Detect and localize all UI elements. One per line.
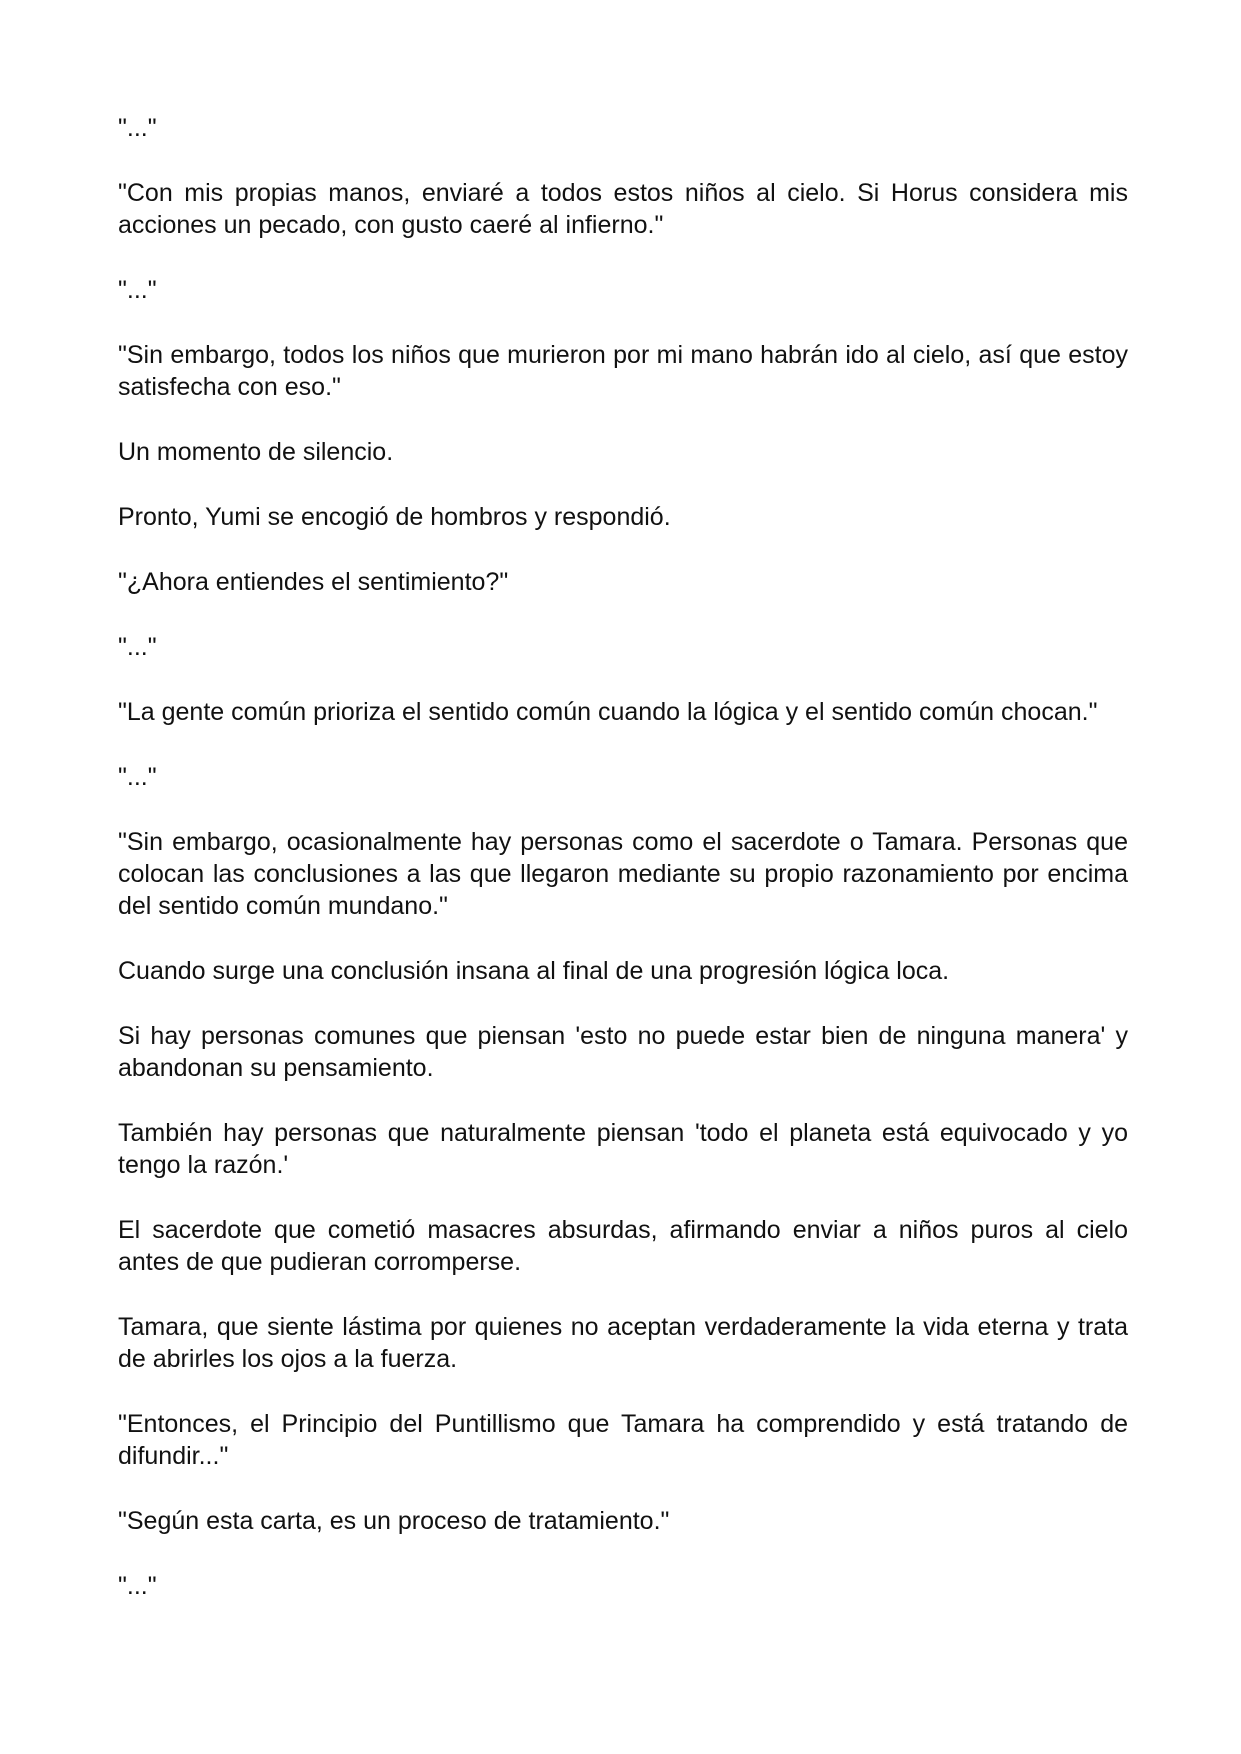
paragraph: "¿Ahora entiendes el sentimiento?" xyxy=(118,568,509,596)
paragraph: Tamara, que siente lástima por quienes no aceptan verdaderamente la vida eterna y trata de abrirles los ojos a la fuerza. xyxy=(118,1313,1128,1373)
document-page xyxy=(118,112,1128,1635)
paragraph: "Sin embargo, todos los niños que murieron por mi mano habrán ido al cielo, así que estoy satisfecha con eso." xyxy=(118,341,1128,401)
paragraph: Un momento de silencio. xyxy=(118,438,394,466)
paragraph: "La gente común prioriza el sentido común cuando la lógica y el sentido común chocan." xyxy=(118,698,1098,726)
paragraph: "Sin embargo, ocasionalmente hay personas como el sacerdote o Tamara. Personas que colocan las conclusiones a las que llegaron mediante su propio razonamiento por encima del sentido común mundano." xyxy=(118,828,1128,920)
paragraph: Cuando surge una conclusión insana al final de una progresión lógica loca. xyxy=(118,957,950,985)
paragraph: Pronto, Yumi se encogió de hombros y respondió. xyxy=(118,503,671,531)
paragraph: "..." xyxy=(118,633,157,661)
paragraph: Si hay personas comunes que piensan 'esto no puede estar bien de ninguna manera' y abandonan su pensamiento. xyxy=(118,1022,1128,1082)
paragraph: "..." xyxy=(118,1572,157,1600)
paragraph: El sacerdote que cometió masacres absurdas, afirmando enviar a niños puros al cielo antes de que pudieran corromperse. xyxy=(118,1216,1128,1276)
paragraph: "..." xyxy=(118,276,157,304)
paragraph: "Según esta carta, es un proceso de tratamiento." xyxy=(118,1507,670,1535)
paragraph: "..." xyxy=(118,114,157,142)
paragraph: "Con mis propias manos, enviaré a todos estos niños al cielo. Si Horus considera mis acciones un pecado, con gusto caeré al infierno." xyxy=(118,179,1128,239)
paragraph: También hay personas que naturalmente piensan 'todo el planeta está equivocado y yo tengo la razón.' xyxy=(118,1119,1128,1179)
paragraph: "..." xyxy=(118,763,157,791)
paragraph: "Entonces, el Principio del Puntillismo que Tamara ha comprendido y está tratando de difundir..." xyxy=(118,1410,1128,1470)
